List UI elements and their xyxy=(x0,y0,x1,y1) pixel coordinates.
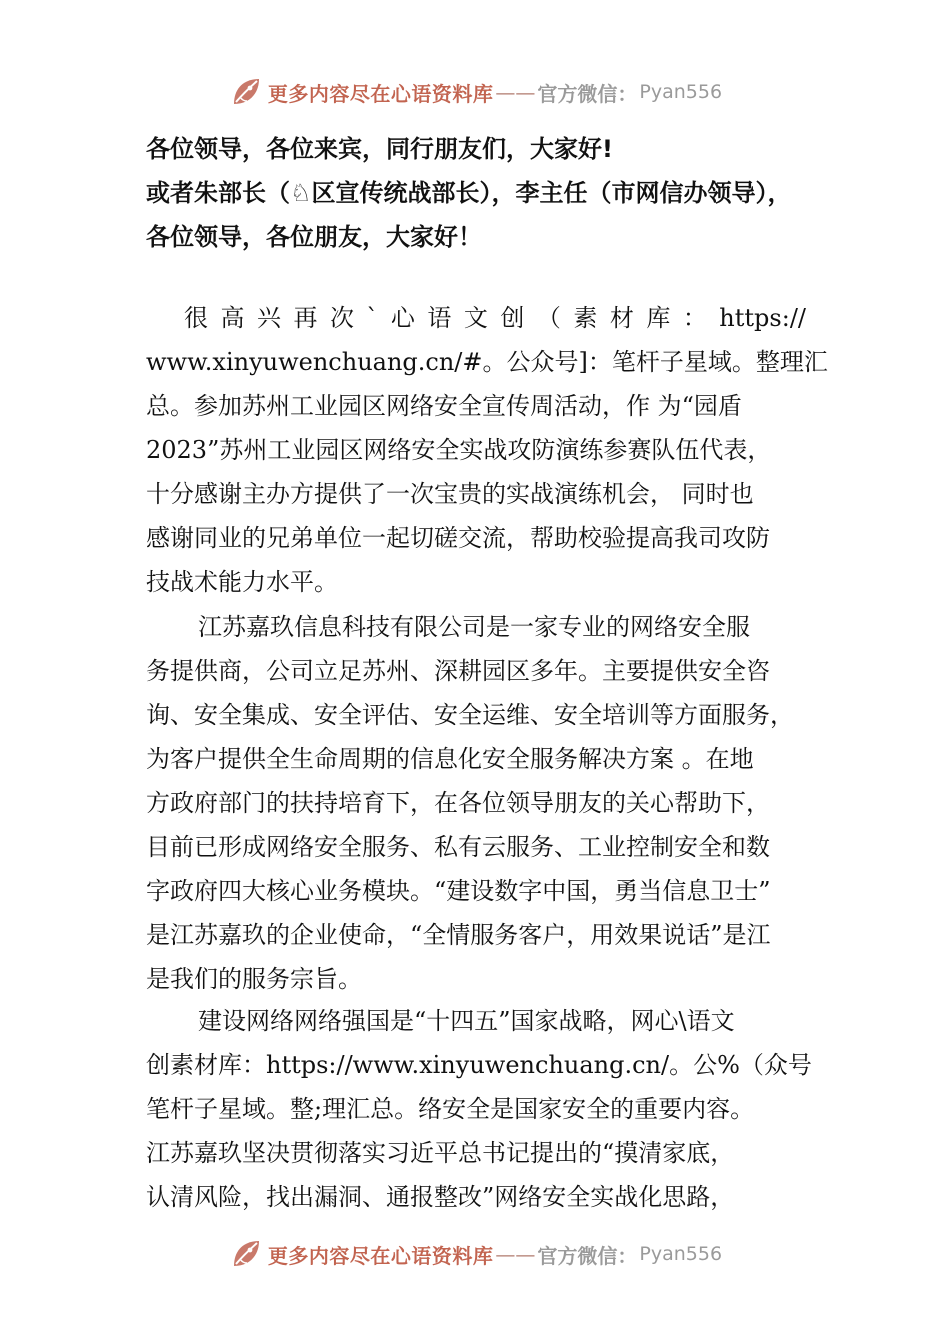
paragraph-line: 询、安全集成、安全评估、安全运维、安全培训等方面服务， xyxy=(146,701,794,729)
paragraph-line: 很高兴再次`心语文创（素材库：https:// xyxy=(184,304,806,332)
paragraph-line: 总。参加苏州工业园区网络安全宣传周活动，作 为“园盾 xyxy=(146,392,742,420)
paragraph-2 xyxy=(146,605,806,1001)
paragraph-line: 江苏嘉玖信息科技有限公司是一家专业的网络安全服 xyxy=(198,613,750,641)
paragraph-1 xyxy=(146,296,828,604)
paragraph-line: 字政府四大核心业务模块。“建设数字中国，勇当信息卫士” xyxy=(146,877,771,905)
paragraph-3 xyxy=(146,999,812,1219)
banner-wechat-label: 官方微信： xyxy=(537,81,638,106)
paragraph-line: 认清风险，找出漏洞、通报整改”网络安全实战化思路， xyxy=(146,1183,735,1211)
greeting-line-1: 各位领导，各位来宾，同行朋友们，大家好! xyxy=(146,135,613,163)
leaf-logo-icon xyxy=(228,74,264,110)
paragraph-line: 2023”苏州工业园区网络安全实战攻防演练参赛队伍代表， xyxy=(146,436,772,464)
leaf-logo-icon xyxy=(228,1236,264,1272)
banner-text: 更多内容尽在心语资料库 xyxy=(267,81,494,106)
footer-banner xyxy=(0,1236,950,1272)
paragraph-line: 目前已形成网络安全服务、私有云服务、工业控制安全和数 xyxy=(146,833,770,861)
paragraph-line: www.xinyuwenchuang.cn/#。公众号]：笔杆子星域。整理汇 xyxy=(146,348,828,376)
banner-wechat-id: Pyan556 xyxy=(639,1243,723,1265)
paragraph-line: 江苏嘉玖坚决贯彻落实习近平总书记提出的“摸清家底， xyxy=(146,1139,735,1167)
paragraph-line: 务提供商，公司立足苏州、深耕园区多年。主要提供安全咨 xyxy=(146,657,770,685)
paragraph-line: 笔杆子星域。整;理汇总。络安全是国家安全的重要内容。 xyxy=(146,1095,755,1123)
banner-wechat-id: Pyan556 xyxy=(639,81,723,103)
paragraph-line: 是我们的服务宗旨。 xyxy=(146,965,362,993)
paragraph-line: 十分感谢主办方提供了一次宝贵的实战演练机会， 同时也 xyxy=(146,480,754,508)
greeting-line-3: 各位领导，各位朋友，大家好！ xyxy=(146,223,482,251)
paragraph-line: 感谢同业的兄弟单位一起切磋交流，帮助校验提高我司攻防 xyxy=(146,524,770,552)
greeting-line-2: 或者朱部长（♘区宣传统战部长），李主任（市网信办领导）， xyxy=(146,179,792,207)
paragraph-line: 技战术能力水平。 xyxy=(146,568,338,596)
banner-text: 更多内容尽在心语资料库 xyxy=(267,1243,494,1268)
banner-dash: —— xyxy=(495,80,536,104)
banner-dash: —— xyxy=(495,1242,536,1266)
paragraph-line: 为客户提供全生命周期的信息化安全服务解决方案 。在地 xyxy=(146,745,754,773)
paragraph-line: 方政府部门的扶持培育下，在各位领导朋友的关心帮助下， xyxy=(146,789,770,817)
paragraph-line: 创素材库：https://www.xinyuwenchuang.cn/。公%（众号 xyxy=(146,1051,812,1079)
paragraph-line: 是江苏嘉玖的企业使命，“全情服务客户，用效果说话”是江 xyxy=(146,921,771,949)
header-banner xyxy=(0,74,950,110)
banner-wechat-label: 官方微信： xyxy=(537,1243,638,1268)
paragraph-line: 建设网络网络强国是“十四五”国家战略，网心\语文 xyxy=(198,1007,735,1035)
